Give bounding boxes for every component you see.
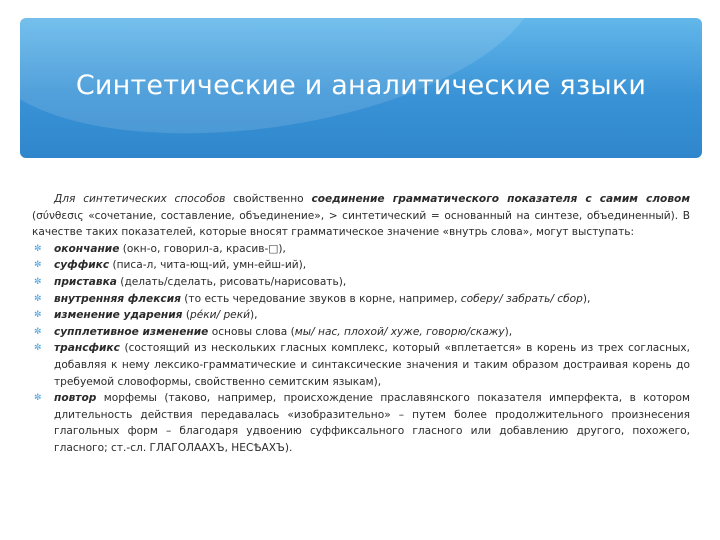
item-text-after: ), bbox=[582, 292, 591, 305]
list-item bbox=[32, 340, 690, 390]
item-text-after: ), bbox=[249, 309, 258, 322]
item-text: (писа-л, чита-ющ-ий, умн-ейш-ий), bbox=[109, 259, 307, 272]
intro-text-1: свойственно bbox=[225, 193, 312, 205]
star-bullet-icon: ✼ bbox=[34, 326, 42, 337]
intro-paragraph bbox=[32, 191, 690, 241]
item-term: суффикс bbox=[54, 259, 110, 272]
star-bullet-icon: ✼ bbox=[34, 343, 42, 354]
star-bullet-icon: ✼ bbox=[34, 293, 42, 304]
intro-text-2: (σύνθεσις «сочетание, составление, объединение», > синтетический = основанный на синтезе, объединенный). В качестве таких показателей, которые вносят грамматическое значение «внутрь слова», могут выступать: bbox=[32, 209, 690, 239]
list-item bbox=[32, 307, 690, 324]
list-item bbox=[32, 390, 690, 456]
item-term: окончание bbox=[54, 242, 120, 255]
item-text: (состоящий из нескольких гласных комплекс, который «вплетается» в корень из трех согласных, добавляя к нему лексико-грамматические и синтаксические значения и таким образом достраивая корень до требуемой словоформы, свойственно семитским языкам), bbox=[54, 342, 690, 388]
title-banner bbox=[20, 18, 702, 158]
intro-emphasis: соединение грамматического показателя с самим словом bbox=[311, 193, 690, 205]
intro-lead: Для синтетических способов bbox=[54, 193, 226, 205]
star-bullet-icon: ✼ bbox=[34, 276, 42, 287]
item-example: ре́ки/ реки́ bbox=[189, 309, 250, 322]
slide-body bbox=[32, 191, 690, 457]
means-list bbox=[32, 241, 690, 457]
item-example: мы/ нас, плохой/ хуже, говорю/скажу bbox=[294, 325, 505, 338]
list-item bbox=[32, 274, 690, 291]
item-term: изменение ударения bbox=[54, 309, 183, 322]
item-text: (то есть чередование звуков в корне, например, bbox=[180, 292, 461, 305]
item-text-after: ), bbox=[504, 325, 513, 338]
star-bullet-icon: ✼ bbox=[34, 260, 42, 271]
star-bullet-icon: ✼ bbox=[34, 243, 42, 254]
list-item bbox=[32, 257, 690, 274]
item-text: основы слова ( bbox=[208, 325, 295, 338]
star-bullet-icon: ✼ bbox=[34, 393, 42, 404]
slide-title: Синтетические и аналитические языки bbox=[75, 70, 647, 101]
star-bullet-icon: ✼ bbox=[34, 310, 42, 321]
item-term: внутренняя флексия bbox=[54, 292, 181, 305]
list-item bbox=[32, 241, 690, 258]
item-text: морфемы (таково, например, происхождение праславянского показателя имперфекта, в котором длительность действия передавалась «изобразительно» – путем более продолжительного произнесения глагольных форм – благодаря удвоению суффиксального гласного или добавлению другого, похожего, гласного; ст.-сл. ГЛАГОЛААХЪ, НЕСѢАХЪ). bbox=[54, 392, 690, 454]
item-term: трансфикс bbox=[54, 342, 120, 355]
item-text: (окн-о, говорил-а, красив-□), bbox=[119, 242, 286, 255]
item-term: повтор bbox=[54, 392, 97, 405]
list-item bbox=[32, 291, 690, 308]
item-term: супплетивное изменение bbox=[54, 325, 209, 338]
item-text: (делать/сделать, рисовать/нарисовать), bbox=[116, 275, 347, 288]
item-term: приставка bbox=[54, 275, 117, 288]
list-item bbox=[32, 324, 690, 341]
item-example: соберу/ забрать/ сбор bbox=[460, 292, 583, 305]
item-text: ( bbox=[182, 309, 190, 322]
